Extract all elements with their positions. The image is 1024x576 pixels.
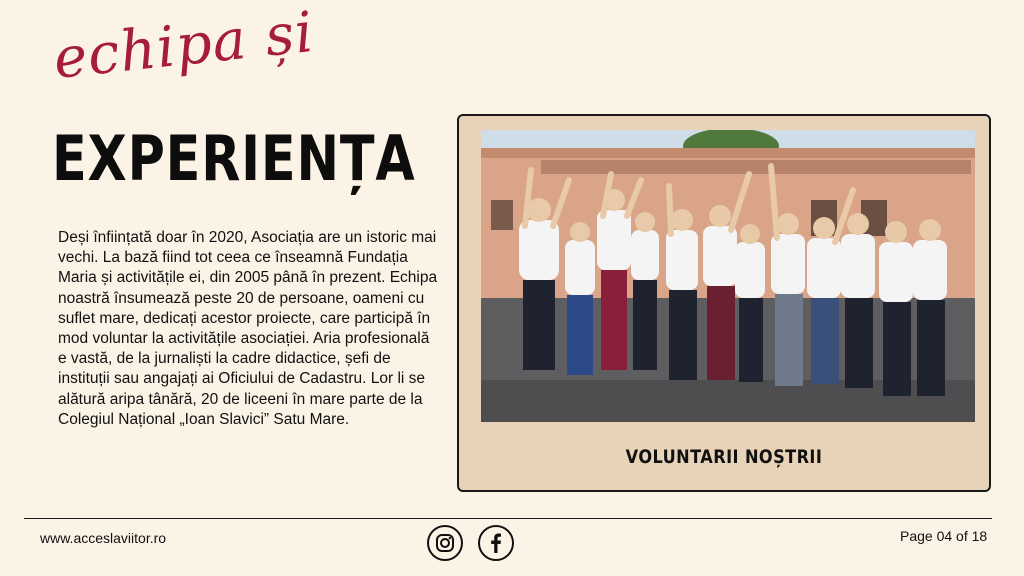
photo-caption: VOLUNTARII NOȘTRII xyxy=(625,446,823,468)
footer-divider xyxy=(24,518,992,519)
script-title: echipa și xyxy=(50,0,318,92)
body-paragraph: Deși înființată doar în 2020, Asociația are un istoric mai vechi. La bază fiind tot ceea ce înseamnă Fundația Maria și activitățile ei, din 2005 până în prezent. Echipa noastră însumează peste 20 de persoane, oameni cu suflet mare, dedicați acestor proiecte, care participă în mod voluntar la activitățile asociației. Aria profesională e vastă, de la jurnaliști la cadre didactice, șefi de instituții sau angajați ai Oficiului de Cadastru. Lor li se alătură aripa tânără, 20 de liceeni în mare parte de la Colegiul Național „Ioan Slavici” Satu Mare. xyxy=(58,229,438,428)
page-title: EXPERIENȚA xyxy=(52,122,416,195)
page-number: Page 04 of 18 xyxy=(900,528,988,544)
instagram-icon[interactable] xyxy=(427,525,463,561)
facebook-icon[interactable] xyxy=(478,525,514,561)
website-link[interactable]: www.acceslaviitor.ro xyxy=(40,530,167,546)
photo-card xyxy=(457,114,991,492)
volunteers-photo xyxy=(481,130,975,422)
volunteers-photo-image xyxy=(481,130,975,422)
